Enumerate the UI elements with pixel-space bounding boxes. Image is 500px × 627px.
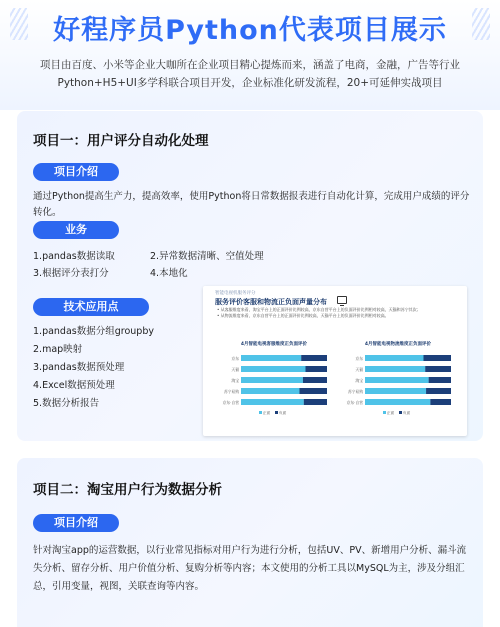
category-label: 京东·自营 <box>346 400 363 405</box>
bar-positive <box>241 377 303 383</box>
bar-positive <box>365 388 426 394</box>
mini-chart-left <box>215 341 333 429</box>
bar-negative <box>429 377 451 383</box>
bar-negative <box>303 377 327 383</box>
mini-chart-right <box>339 341 457 429</box>
business-row <box>33 265 188 279</box>
tech-item: 2.map映射 <box>33 344 83 355</box>
category-label: 京东 <box>355 356 363 361</box>
business-item: 2.异常数据清晰、空值处理 <box>150 251 264 262</box>
tech-item: 5.数据分析报告 <box>33 398 100 409</box>
bar-negative <box>426 388 451 394</box>
legend-swatch-positive <box>383 411 386 414</box>
bar-negative <box>425 366 451 372</box>
page-title: 好程序员Python代表项目展示 <box>53 15 447 46</box>
bar-positive <box>241 355 301 361</box>
bar-negative <box>306 366 328 372</box>
report-bullet: • 从客服维度来看，淘宝平台上的正面评价比例较高，京东自营平台上的负面评价比例相对较高，天猫和苏宁其次； <box>217 307 457 313</box>
bar-negative <box>301 355 327 361</box>
legend-label: 正面 <box>263 411 271 415</box>
category-label: 天猫 <box>231 367 239 372</box>
chart-title: 4月智能电视客服维度正负面评价 <box>240 342 308 347</box>
category-label: 天猫 <box>355 367 363 372</box>
category-label: 淘宝 <box>355 378 363 383</box>
business-label-badge: 业务 <box>33 221 119 239</box>
legend-label: 负面 <box>279 411 287 415</box>
tech-item: 3.pandas数据预处理 <box>33 362 125 373</box>
tech-label-badge: 技术应用点 <box>33 298 149 316</box>
project-card-2 <box>17 458 483 627</box>
bar-chart-right <box>339 351 457 429</box>
tech-item: 1.pandas数据分组groupby <box>33 326 154 337</box>
legend-label: 正面 <box>387 411 395 415</box>
page-header <box>0 0 500 110</box>
legend-swatch-negative <box>275 411 278 414</box>
bar-positive <box>365 377 429 383</box>
category-label: 京东 <box>231 356 239 361</box>
bar-negative <box>423 355 451 361</box>
page-subtitle <box>30 56 470 92</box>
legend-swatch-positive <box>259 411 262 414</box>
report-screenshot <box>203 286 467 436</box>
category-label: 苏宁易购 <box>347 389 363 394</box>
bar-positive <box>241 388 299 394</box>
bar-positive <box>241 366 306 372</box>
monitor-icon <box>337 296 347 304</box>
bar-positive <box>365 399 430 405</box>
tech-item: 4.Excel数据预处理 <box>33 380 115 391</box>
legend-swatch-negative <box>399 411 402 414</box>
business-item: 4.本地化 <box>150 268 188 279</box>
legend-label: 负面 <box>403 411 411 415</box>
subtitle-line: 项目由百度、小米等企业大咖所在企业项目精心提炼而来，涵盖了电商，金融，广告等行业 <box>40 59 460 71</box>
bar-negative <box>430 399 451 405</box>
project-card-1 <box>17 111 483 441</box>
report-small-header: 智能电视机服务评分 <box>215 291 256 296</box>
project-title: 项目二：淘宝用户行为数据分析 <box>33 482 222 498</box>
bar-positive <box>365 366 425 372</box>
subtitle-line: Python+H5+UI多学科联合项目开发，企业标准化研发流程，20+可延伸实战项目 <box>57 77 443 89</box>
bar-chart-left <box>215 351 333 429</box>
project-title: 项目一：用户评分自动化处理 <box>33 133 209 149</box>
intro-text: 针对淘宝app的运营数据，以行业常见指标对用户行为进行分析，包括UV、PV、新增用户分析、漏斗流失分析、留存分析、用户价值分析、复购分析等内容；本文使用的分析工具以MySQL为主，涉及分组汇总，引用变量，视图，关联查询等内容。 <box>33 545 467 592</box>
business-row <box>33 248 264 262</box>
tech-list <box>33 323 154 413</box>
business-item: 1.pandas数据读取 <box>33 251 115 262</box>
category-label: 苏宁易购 <box>223 389 239 394</box>
bar-positive <box>365 355 423 361</box>
intro-label-badge: 项目介绍 <box>33 514 119 532</box>
business-item: 3.根据评分表打分 <box>33 268 109 279</box>
bar-negative <box>304 399 327 405</box>
bar-negative <box>299 388 327 394</box>
category-label: 京东·自营 <box>222 400 239 405</box>
report-bullets <box>217 307 457 319</box>
intro-label-badge: 项目介绍 <box>33 163 119 181</box>
bar-positive <box>241 399 304 405</box>
chart-title: 4月智能电视物流维度正负面评价 <box>364 342 432 347</box>
intro-text: 通过Python提高生产力，提高效率，使用Python将日常数据报表进行自动化计算，完成用户成绩的评分转化。 <box>33 191 470 218</box>
report-bullet: • 从物流维度来看，京东自营平台上的正面评价比例较高，天猫平台上的负面评价比例相对较高。 <box>217 313 457 319</box>
report-title: 服务评价客服和物流正负面声量分布 <box>215 298 327 306</box>
category-label: 淘宝 <box>231 378 239 383</box>
